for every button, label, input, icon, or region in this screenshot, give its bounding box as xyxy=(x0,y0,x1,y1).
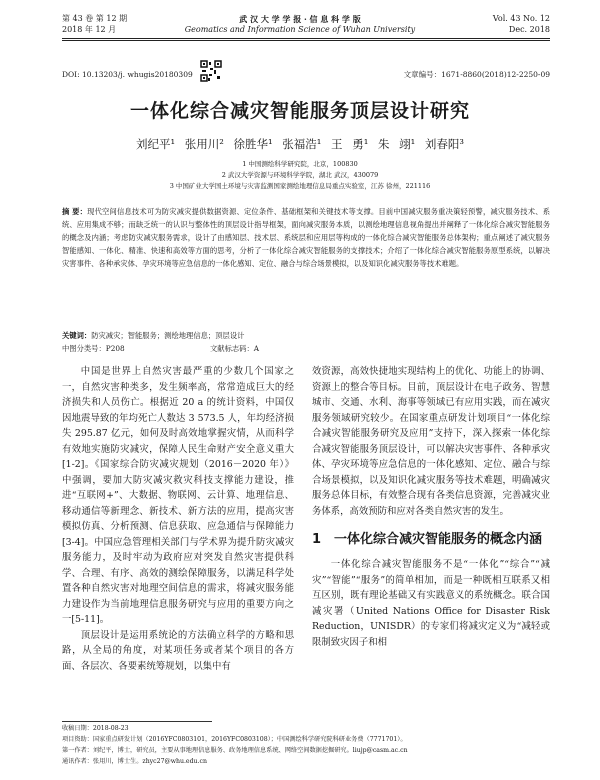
footnote-first-author: 第一作者：刘纪平，博士，研究员，主要从事地理信息服务、政务地理信息系统、网络空间数据挖掘研究。liujp@casm.ac.cn xyxy=(62,747,408,754)
keywords-label: 关键词： xyxy=(62,331,92,340)
body-paragraph: 中国是世界上自然灾害最严重的少数几个国家之一，自然灾害种类多，发生频率高，常常造成巨大的经济损失和人员伤亡。根据近 20 a 的统计资料，中国仅因地震导致的年均死亡人数达 3 573.5 人，年均经济损失 295.87 亿元，如何及时高效地掌握灾情，从而科学有效地实施防灾减灾，保障人民生命财产安全意义重大[1-2]。《国家综合防灾减灾规划（2016－2020 年）》中强调，要加大防灾减灾救灾科技支撑能力建设，推进“互联网+”、大数据、物联网、云计算、地理信息、移动通信等新理念、新技术、新方法的应用，提高灾害模拟仿真、分析预测、信息获取、应急通信与保障能力[3-4]。中国应急管理相关部门与学术界为提升防灾减灾服务能力，及时牢动为政府应对突发自然灾害提供科学、合理、有序、高效的测绘保障服务，以满足科学处置各种自然灾害对地理空间信息的需求，将减灾服务能力建设作为当前地理信息服务研究与应用的重要方向之一[5-11]。 xyxy=(62,366,294,625)
keywords xyxy=(62,330,244,342)
affiliation-1: 1 中国测绘科学研究院，北京，100830 xyxy=(242,160,358,168)
abstract-label: 摘 要： xyxy=(62,207,88,216)
header-rule-thin xyxy=(62,40,550,41)
journal-name-cn: 武 汉 大 学 学 报 · 信 息 科 学 版 xyxy=(239,14,361,24)
qr-code-icon xyxy=(200,60,222,82)
keywords-text: 防灾减灾；智能服务；测绘地理信息；顶层设计 xyxy=(91,331,245,340)
clc-number: 中图分类号：P208 xyxy=(62,344,125,353)
section-title: 一体化综合减灾智能服务的概念内涵 xyxy=(334,532,543,547)
body-right-column xyxy=(312,364,550,650)
body-left-column xyxy=(62,364,294,674)
journal-name-en: Geomatics and Information Science of Wuhan University xyxy=(184,25,416,34)
abstract-text: 现代空间信息技术可为防灾减灾提供数据资源、定位条件、基础框架和关键技术等支撑。目前中国减灾服务重决策轻预警，减灾服务技术、系统、应用集成不够；而缺乏统一的认识与整体性的顶层设计指导框架，面向减灾服务本质，以测绘地理信息视角提出并阐释了一体化综合减灾智能服务的概念及内涵；考虑防灾减灾服务需求，设计了由感知层、技术层、系统层和应用层等构成的一体化综合减灾智能服务总体架构；重点阐述了减灾服务智能感知、一体化、精准、快速和高效等方面的思考，分析了一体化综合减灾智能服务的支撑技术；介绍了一体化综合减灾智能服务原型系统，以解决灾害事件、各种承灾体、孕灾环境等应急信息的一体化感知、定位、融合与综合场景模拟，以及知识化减灾服务等技术难题。 xyxy=(62,207,550,268)
abstract xyxy=(62,205,550,270)
article-number: 文章编号：1671-8860(2018)12-2250-09 xyxy=(403,70,550,79)
body-paragraph: 顶层设计是运用系统论的方法确立科学的方略和思路，从全局的角度，对某项任务或者某个项目的各方面、各层次、各要素统筹规划，以集中有 xyxy=(62,629,294,672)
section-number: 1 xyxy=(312,532,322,547)
journal-date-en: Dec. 2018 xyxy=(508,25,550,34)
author-list: 刘纪平¹ 张用川² 徐胜华¹ 张福浩¹ 王 勇¹ 朱 翊¹ 刘春阳³ xyxy=(135,137,464,151)
section-heading xyxy=(312,531,550,549)
footnote-rule xyxy=(62,721,212,722)
footnote-corresponding-author: 通讯作者：张用川，博士生。zhyc27@whu.edu.cn xyxy=(62,758,207,765)
header-rule xyxy=(62,38,550,39)
body-paragraph: 一体化综合减灾智能服务不是“一体化”“综合”“减灾”“智能”“服务”的简单相加，而是一种既相互联系又相互区别，既有理论基础又有实践意义的系统概念。联合国减灾署（United Nations Office for Disaster Risk Reduction，UNISDR）的专家们将减灾定义为“减轻或限制致灾因子和相 xyxy=(312,559,550,648)
paper-title: 一体化综合减灾智能服务顶层设计研究 xyxy=(129,100,470,122)
doi: DOI: 10.13203/j. whugis20180309 xyxy=(62,70,193,79)
footnote-funding: 项目资助：国家重点研发计划（2016YFC0803101，2016YFC0803108）；中国测绘科学研究院科研业务费（7771701）。 xyxy=(62,736,407,743)
footnote-received: 收稿日期：2018-08-23 xyxy=(62,725,129,732)
journal-volume-en: Vol. 43 No. 12 xyxy=(492,14,550,23)
journal-volume-cn: 第 43 卷 第 12 期 xyxy=(62,14,128,23)
document-code: 文献标志码：A xyxy=(210,344,260,353)
affiliation-2: 2 武汉大学资源与环境科学学院，湖北 武汉，430079 xyxy=(221,171,379,179)
affiliation-3: 3 中国矿业大学国土环境与灾害监测国家测绘地理信息局重点实验室，江苏 徐州，221116 xyxy=(169,182,431,190)
journal-date-cn: 2018 年 12 月 xyxy=(62,25,117,34)
body-paragraph: 效资源，高效快捷地实现结构上的优化、功能上的协调、资源上的整合等目标。目前，顶层设计在电子政务、智慧城市、交通、水利、海事等领域已有应用实践，而在减灾服务领域研究较少。在国家重点研发计划项目“一体化综合减灾智能服务研究及应用”支持下，深入探索一体化综合减灾智能服务顶层设计，可以解决灾害事件、各种承灾体、孕灾环境等应急信息的一体化感知、定位、融合与综合场景模拟，以及知识化减灾服务等技术难题，明确减灾服务总体目标，有效整合现有各类信息资源，完善减灾业务体系，高效预防和应对各类自然灾害的发生。 xyxy=(312,366,550,517)
